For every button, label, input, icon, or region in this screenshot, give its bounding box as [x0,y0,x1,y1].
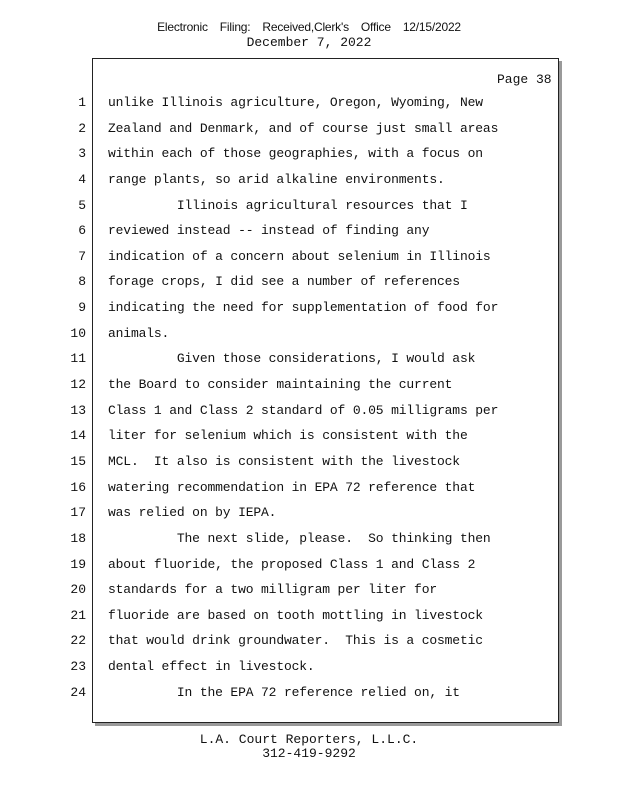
transcript-line: animals. [108,325,170,341]
transcript-line: watering recommendation in EPA 72 reference that [108,479,476,495]
page-number: Page 38 [497,72,552,87]
transcript-text [108,95,553,710]
transcript-line: the Board to consider maintaining the current [108,377,453,393]
transcript-line: was relied on by IEPA. [108,505,277,521]
line-number: 12 [70,377,86,393]
transcript-line: range plants, so arid alkaline environments. [108,171,445,187]
electronic-filing-stamp [0,20,618,35]
transcript-line: MCL. It also is consistent with the livestock [108,453,460,469]
stamp-filing: Filing: [219,20,251,34]
transcript-line: Illinois agricultural resources that I [108,197,468,213]
line-number: 14 [70,428,86,444]
transcript-line: about fluoride, the proposed Class 1 and Class 2 [108,556,476,572]
line-number: 8 [78,274,86,290]
transcript-line: indication of a concern about selenium in Illinois [108,248,491,264]
page-footer [0,733,618,761]
line-number-column [60,95,86,710]
transcript-line: within each of those geographies, with a focus on [108,146,483,162]
transcript-line: fluoride are based on tooth mottling in livestock [108,607,483,623]
transcript-line: unlike Illinois agriculture, Oregon, Wyoming, New [108,95,483,110]
line-number: 22 [70,633,86,649]
line-number: 11 [70,351,86,367]
stamp-office: Office [360,20,391,34]
line-number: 21 [70,607,86,623]
line-number: 4 [78,171,86,187]
hearing-date: December 7, 2022 [246,35,372,50]
line-number: 13 [70,402,86,418]
stamp-electronic: Electronic [157,20,208,34]
line-number: 19 [70,556,86,572]
line-number: 5 [78,197,86,213]
stamp-date: 12/15/2022 [402,20,461,34]
transcript-line: indicating the need for supplementation of food for [108,300,499,316]
transcript-line: In the EPA 72 reference relied on, it [108,684,460,700]
line-number: 1 [78,95,86,110]
line-number: 17 [70,505,86,521]
reporter-company: L.A. Court Reporters, L.L.C. [199,732,419,747]
transcript-line: forage crops, I did see a number of references [108,274,460,290]
line-number: 16 [70,479,86,495]
transcript-line: that would drink groundwater. This is a cosmetic [108,633,483,649]
transcript-line: Class 1 and Class 2 standard of 0.05 milligrams per [108,402,499,418]
transcript-line: reviewed instead -- instead of finding any [108,223,430,239]
line-number: 24 [70,684,86,700]
transcript-line: Given those considerations, I would ask [108,351,476,367]
line-number: 9 [78,300,86,316]
line-number: 2 [78,120,86,136]
transcript-line: The next slide, please. So thinking then [108,530,491,546]
transcript-line: dental effect in livestock. [108,659,315,675]
line-number: 3 [78,146,86,162]
reporter-phone: 312-419-9292 [262,746,356,761]
stamp-received: Received,Clerk's [262,20,349,34]
line-number: 15 [70,453,86,469]
transcript-line: standards for a two milligram per liter for [108,582,438,598]
transcript-line: liter for selenium which is consistent with the [108,428,468,444]
line-number: 23 [70,659,86,675]
line-number: 10 [70,325,86,341]
line-number: 7 [78,248,86,264]
line-number: 6 [78,223,86,239]
line-number: 20 [70,582,86,598]
transcript-line: Zealand and Denmark, and of course just small areas [108,120,499,136]
line-number: 18 [70,530,86,546]
